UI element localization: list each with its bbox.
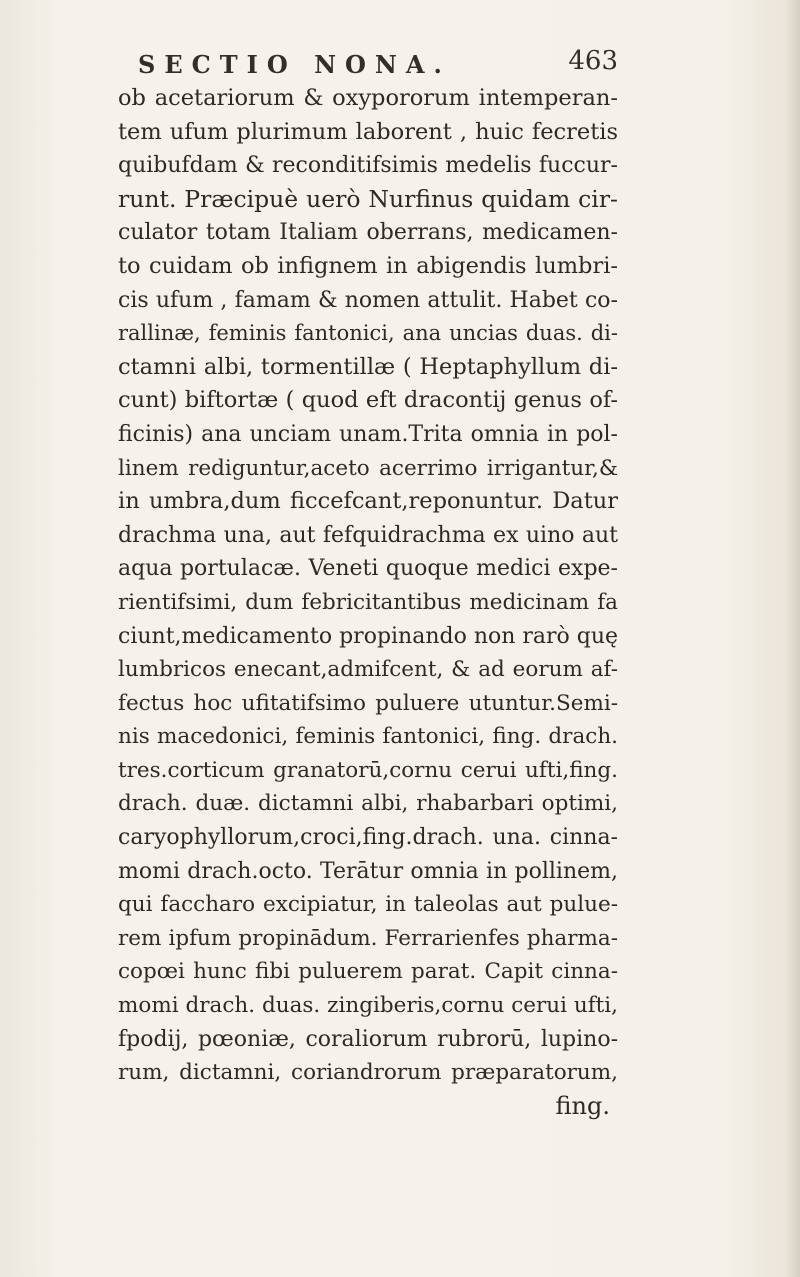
text-line: tres.corticum granatorū,cornu cerui ufti,fing. <box>118 757 618 783</box>
text-line: momi drach.octo. Terātur omnia in pollinem, <box>118 858 618 884</box>
text-line: culator totam Italiam oberrans, medicamen- <box>118 220 618 246</box>
text-line: cis ufum , famam & nomen attulit. Habet co- <box>118 287 618 313</box>
text-line: quibufdam & reconditifsimis medelis fuccur- <box>118 153 618 179</box>
running-head: SECTIO NONA. <box>138 50 451 79</box>
text-line: ob acetariorum & oxypororum intemperan- <box>118 85 618 111</box>
text-line: fectus hoc ufitatifsimo puluere utuntur.Semi- <box>118 690 618 716</box>
text-line: ciunt,medicamento propinando non rarò quę <box>118 623 619 649</box>
catchword: fing. <box>555 1091 610 1120</box>
text-line: drachma una, aut fefquidrachma ex uino aut <box>118 522 618 548</box>
text-line: lumbricos enecant,admifcent, & ad eorum af- <box>118 657 618 683</box>
text-line: copœi hunc fibi puluerem parat. Capit cinna- <box>118 959 618 985</box>
text-line: qui faccharo excipiatur, in taleolas aut pulue- <box>118 892 618 918</box>
text-line: rum, dictamni, coriandrorum præparatorum, <box>118 1060 618 1086</box>
body-text <box>118 82 618 1123</box>
text-line: tem ufum plurimum laborent , huic fecretis <box>118 118 618 145</box>
text-line: ficinis) ana unciam unam.Trita omnia in pol- <box>118 421 618 447</box>
text-line: rallinæ, feminis fantonici, ana uncias duas. di- <box>118 321 618 346</box>
text-line: cunt) biftortæ ( quod eft dracontij genus of- <box>118 387 618 414</box>
text-line: drach. duæ. dictamni albi, rhabarbari optimi, <box>118 791 618 817</box>
text-line: runt. Præcipuè uerò Nurfinus quidam cir- <box>118 184 618 213</box>
page-number: 463 <box>568 46 618 76</box>
text-line: caryophyllorum,croci,fing.drach. una. cinna- <box>118 825 618 851</box>
text-line: rem ipfum propinādum. Ferrarienfes pharma- <box>118 925 618 951</box>
page-edge-shadow <box>786 0 800 1277</box>
text-line: linem rediguntur,aceto acerrimo irrigantur,& <box>118 455 618 481</box>
text-line: in umbra,dum ficcefcant,reponuntur. Datur <box>118 488 618 515</box>
page-header <box>118 46 618 86</box>
text-line: fpodij, pœoniæ, coraliorum rubrorū, lupino- <box>118 1026 618 1052</box>
text-line: ctamni albi, tormentillæ ( Heptaphyllum di- <box>118 353 618 380</box>
text-line: momi drach. duas. zingiberis,cornu cerui ufti, <box>118 993 618 1019</box>
text-line: to cuidam ob infignem in abigendis lumbri- <box>118 252 618 279</box>
text-line: rientifsimi, dum febricitantibus medicinam fa <box>118 589 618 615</box>
text-line: aqua portulacæ. Veneti quoque medici expe- <box>118 556 618 582</box>
text-line: nis macedonici, feminis fantonici, fing. drach. <box>118 724 618 750</box>
